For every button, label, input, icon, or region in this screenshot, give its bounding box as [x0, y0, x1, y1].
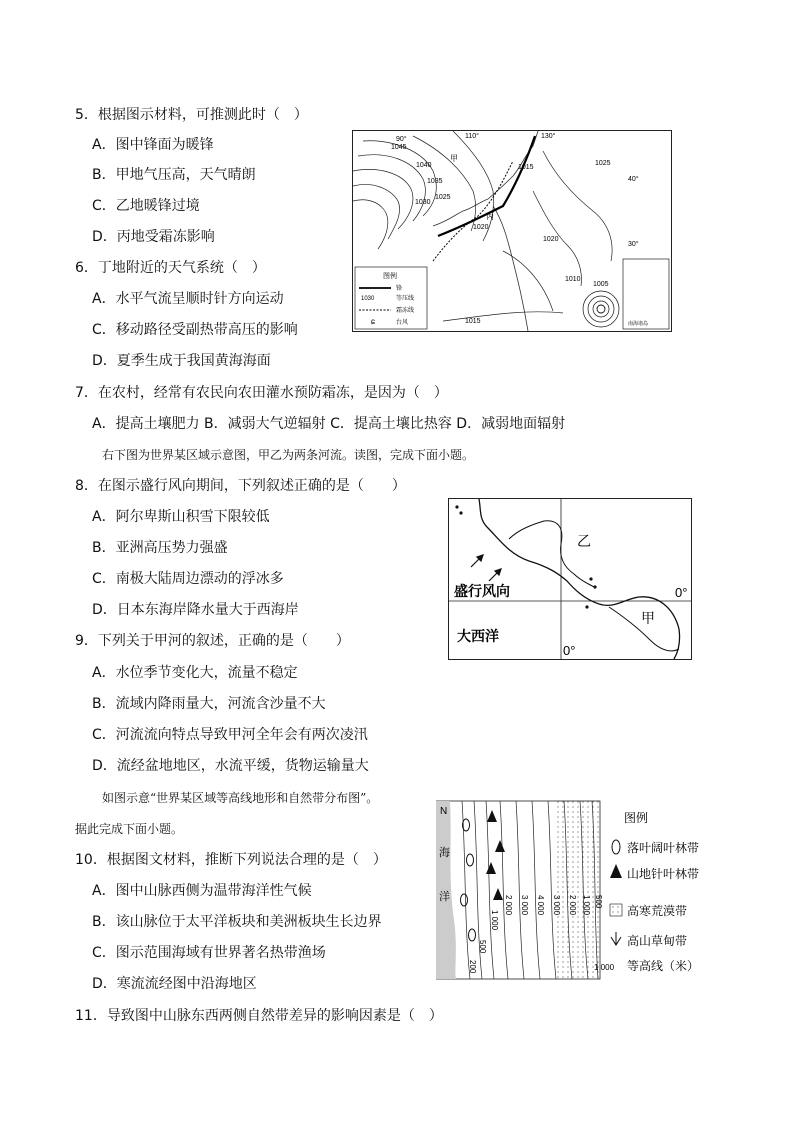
ocean-label: 大西洋	[457, 628, 499, 644]
intro-contour-map: 如图示意“世界某区域等高线地形和自然带分布图”。	[102, 791, 379, 805]
isobar-label: 1010	[565, 276, 581, 283]
lat-label-40: 40°	[628, 176, 639, 183]
inset-box	[623, 259, 669, 329]
isobar-label: 1025	[595, 160, 611, 167]
isobar-label: 1005	[593, 281, 609, 288]
wind-label: 盛行风向	[454, 583, 510, 599]
isobar-label: 1035	[427, 178, 443, 185]
desert-swatch	[610, 904, 622, 916]
svg-text:500: 500	[478, 940, 487, 954]
river-yi	[509, 521, 594, 587]
svg-text:1 000: 1 000	[490, 910, 499, 931]
q5-option-a: A．图中锋面为暖锋	[92, 137, 214, 153]
legend-desert: 高寒荒漠带	[627, 904, 688, 918]
q5-option-c: C．乙地暖锋过境	[92, 198, 200, 214]
legend-conifer: 山地针叶林带	[627, 867, 700, 881]
q9-option-b: B．流域内降雨量大，河流含沙量不大	[92, 696, 326, 712]
typhoon-rings	[583, 291, 619, 327]
q9-stem: 9．下列关于甲河的叙述，正确的是（ ）	[75, 633, 350, 649]
legend-title: 图例	[383, 273, 397, 280]
isobar-label: 1040	[416, 162, 432, 169]
q8-stem: 8．在图示盛行风向期间，下列叙述正确的是（ ）	[75, 478, 406, 494]
q8-option-d: D．日本东海岸降水量大于西海岸	[92, 602, 299, 618]
svg-text:3 000: 3 000	[552, 895, 561, 916]
isobar-label: 1020	[473, 224, 489, 231]
place-bing: 丙	[486, 212, 494, 221]
q9-option-a: A．水位季节变化大，流量不稳定	[92, 665, 298, 681]
q11-stem: 11．导致图中山脉东西两侧自然带差异的影响因素是（ ）	[75, 1008, 443, 1024]
region-map	[448, 498, 692, 660]
q8-option-a: A．阿尔卑斯山积雪下限较低	[92, 509, 270, 525]
river-label-yi: 乙	[577, 533, 591, 549]
front-line	[438, 136, 535, 236]
q5-option-b: B．甲地气压高，天气晴朗	[92, 167, 256, 183]
q8-option-c: C．南极大陆周边漂动的浮冰多	[92, 571, 284, 587]
lon-label-90: 90°	[396, 136, 407, 143]
q7-options: A．提高土壤肥力 B．减弱大气逆辐射 C．提高土壤比热容 D．减弱地面辐射	[92, 416, 566, 432]
q5-option-d: D．丙地受霜冻影响	[92, 229, 215, 245]
lon-label-110: 110°	[465, 133, 479, 140]
q10-stem: 10．根据图文材料，推断下列说法合理的是（ ）	[75, 852, 387, 868]
q5-stem: 5．根据图示材料，可推测此时（ ）	[75, 107, 308, 123]
legend-typhoon: 台风	[396, 320, 409, 326]
deciduous-icon	[612, 840, 620, 854]
isobar-label: 1015	[518, 164, 534, 171]
contour-map	[436, 800, 726, 980]
legend-contour: 等高线（米）	[627, 959, 700, 973]
legend-deciduous: 落叶阔叶林带	[627, 841, 700, 855]
svg-text:4 000: 4 000	[536, 895, 545, 916]
q7-stem: 7．在农村，经常有农民向农田灌水预防霜冻，是因为（ ）	[75, 385, 448, 401]
sea-label-1: 海	[439, 847, 450, 859]
intro-contour-map-2: 据此完成下面小题。	[75, 822, 184, 836]
legend-front: 锋	[396, 286, 403, 292]
meadow-icon	[611, 932, 621, 945]
lat-label-30: 30°	[628, 241, 639, 248]
svg-text:1 000: 1 000	[582, 895, 591, 916]
q9-option-c: C．河流流向特点导致甲河全年会有两次凌汛	[92, 727, 368, 743]
q6-option-a: A．水平气流呈顺时针方向运动	[92, 291, 284, 307]
frost-line	[433, 161, 513, 261]
legend-isobar: 等压线	[396, 296, 415, 302]
isobar-label: 1025	[435, 194, 451, 201]
legend-frost: 霜冻线	[396, 308, 415, 314]
legend-title: 图例	[624, 811, 649, 825]
svg-text:200: 200	[468, 960, 477, 974]
legend-typhoon-symbol: ɕ	[371, 317, 375, 326]
q6-option-d: D．夏季生成于我国黄海海面	[92, 353, 271, 369]
legend-meadow: 高山草甸带	[627, 934, 688, 948]
svg-text:2 000: 2 000	[504, 895, 513, 916]
svg-text:500: 500	[594, 895, 603, 909]
weather-map	[352, 130, 672, 332]
degree-label-bottom: 0°	[563, 643, 576, 658]
isobar-label: 1020	[543, 236, 559, 243]
q10-option-c: C．图示范围海域有世界著名热带渔场	[92, 945, 326, 961]
isobar-label: 1015	[465, 318, 481, 325]
river-label-jia: 甲	[641, 610, 655, 626]
conifer-icon	[610, 864, 622, 878]
inset-label: 南海诸岛	[628, 321, 649, 327]
degree-label-right: 0°	[675, 585, 688, 600]
q9-option-d: D．流经盆地地区，水流平缓，货物运输量大	[92, 758, 369, 774]
wind-arrows	[471, 555, 501, 581]
q10-option-b: B．该山脉位于太平洋板块和美洲板块生长边界	[92, 914, 382, 930]
svg-text:3 000: 3 000	[520, 895, 529, 916]
isobar-label: 1045	[391, 144, 407, 151]
q8-option-b: B．亚洲高压势力强盛	[92, 540, 228, 556]
q6-option-c: C．移动路径受副热带高压的影响	[92, 322, 298, 338]
legend-isobar-value: 1030	[361, 296, 375, 302]
lon-label-130: 130°	[541, 133, 556, 140]
place-jia: 甲	[450, 154, 458, 163]
sea-label-2: 洋	[439, 891, 450, 903]
svg-text:2 000: 2 000	[568, 895, 577, 916]
legend-contour-value: 1 000	[594, 963, 615, 972]
q6-stem: 6．丁地附近的天气系统（ ）	[75, 260, 266, 276]
isobar-label: 1030	[415, 199, 431, 206]
intro-region-map: 右下图为世界某区域示意图，甲乙为两条河流。读图，完成下面小题。	[102, 448, 475, 462]
q10-option-d: D．寒流流经图中沿海地区	[92, 976, 257, 992]
q10-option-a: A．图中山脉西侧为温带海洋性气候	[92, 883, 312, 899]
north-label: N	[440, 806, 448, 817]
